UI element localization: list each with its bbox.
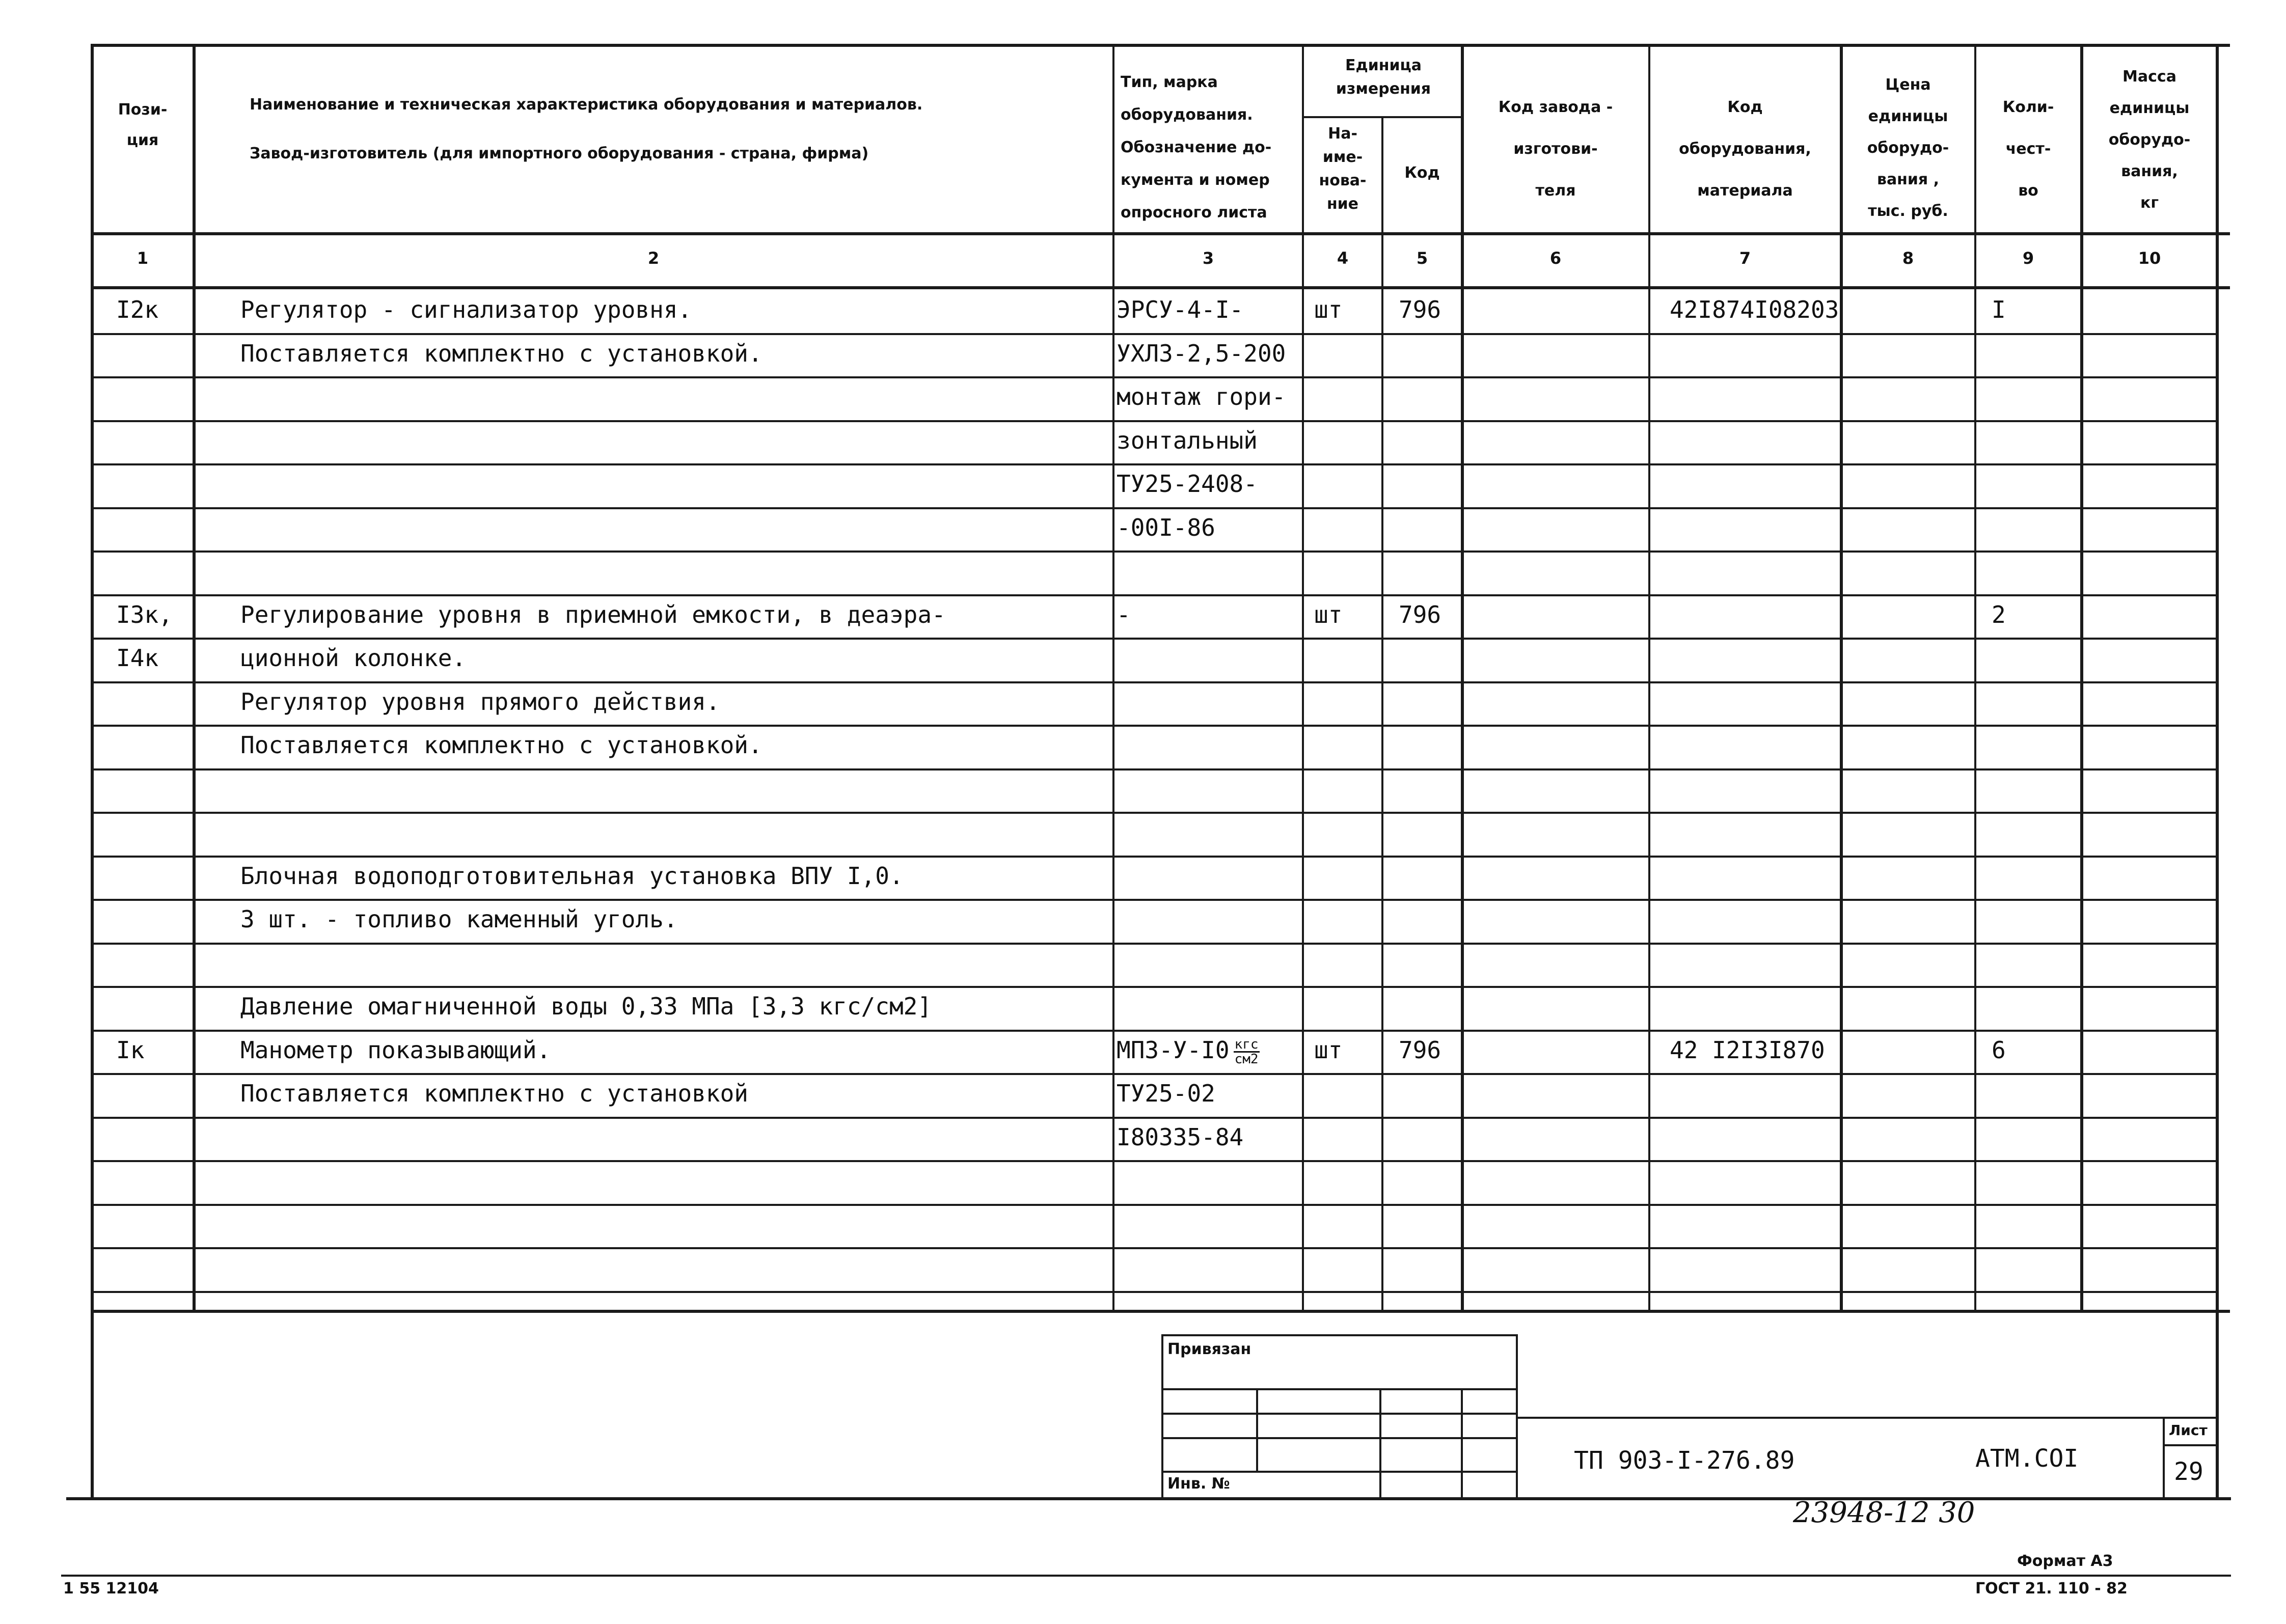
cell-name: Блочная водоподготовительная установка ВПУ I,0. <box>240 862 904 890</box>
cell-name: Регулирование уровня в приемной емкости, в деаэра- <box>240 601 946 628</box>
row-divider <box>91 550 2216 553</box>
document-code: АТМ.COI <box>1975 1444 2079 1473</box>
col-divider-1 <box>193 44 196 1312</box>
row-divider <box>91 420 2216 422</box>
header-unit-code: Код <box>1404 164 1440 182</box>
cell-type: зонтальный <box>1117 427 1258 454</box>
header-unit-group: Единица измерения <box>1336 57 1431 98</box>
gost-label: ГОСТ 21. 110 - 82 <box>1975 1580 2128 1598</box>
frame-right-border <box>2216 44 2219 1500</box>
row-divider <box>91 768 2216 770</box>
header-plant-code: Код завода - изготови- теля <box>1498 98 1613 200</box>
row-divider <box>91 1160 2216 1162</box>
col-divider-8 <box>1974 44 1976 1312</box>
stamp-inventory-label: Инв. № <box>1167 1475 1230 1493</box>
cell-quantity: I <box>1992 296 2006 323</box>
cell-type: ТУ25-2408- <box>1117 470 1258 498</box>
header-position: Пози- ция <box>118 101 168 149</box>
cell-type: ЭРСУ-4-I- <box>1117 296 1244 323</box>
row-divider <box>91 594 2216 596</box>
col-divider-2 <box>1112 44 1114 1312</box>
column-numbers-bottom-border <box>91 286 2230 289</box>
row-divider <box>91 333 2216 335</box>
column-number: 10 <box>2138 249 2161 268</box>
header-quantity: Коли- чест- во <box>2002 98 2054 200</box>
footer-rule <box>61 1575 2231 1577</box>
cell-type: монтаж гори- <box>1117 383 1286 410</box>
row-divider <box>91 463 2216 465</box>
column-number: 7 <box>1739 249 1751 268</box>
stamp-line <box>1161 1413 1518 1415</box>
column-number: 2 <box>647 249 660 268</box>
header-bottom-border <box>91 232 2230 235</box>
cell-unit-code: 796 <box>1399 296 1441 323</box>
cell-name: ционной колонке. <box>240 644 467 672</box>
row-divider <box>91 376 2216 378</box>
cell-unit: шт <box>1314 1036 1343 1064</box>
cell-unit: шт <box>1314 296 1343 323</box>
column-number: 4 <box>1337 249 1349 268</box>
type-value: МП3-У-I0 <box>1117 1036 1230 1064</box>
row-divider <box>91 986 2216 988</box>
cell-name: Поставляется комплектно с установкой. <box>240 731 763 759</box>
header-unit-name: На- име- нова- ние <box>1319 125 1367 213</box>
row-divider <box>91 1291 2216 1293</box>
col-divider-6 <box>1648 44 1650 1312</box>
document-designation: ТП 903-I-276.89 <box>1574 1446 1795 1475</box>
row-divider <box>91 1117 2216 1119</box>
handwritten-number: 23948-12 30 <box>1793 1496 1975 1529</box>
column-number: 8 <box>1902 249 1914 268</box>
col-divider-5 <box>1461 44 1464 1312</box>
stamp-divider <box>1161 1334 1163 1498</box>
cell-unit-code: 796 <box>1399 601 1441 628</box>
row-divider <box>91 1204 2216 1206</box>
col-divider-7 <box>1840 44 1843 1312</box>
col-divider-4 <box>1381 116 1383 1312</box>
cell-position: I2к <box>116 296 159 323</box>
row-divider <box>91 812 2216 814</box>
stamp-divider <box>1379 1388 1381 1498</box>
stamp-attached-label: Привязан <box>1167 1340 1251 1358</box>
fraction-denominator: см2 <box>1234 1052 1259 1067</box>
pressure-unit-fraction <box>1234 1038 1260 1066</box>
cell-quantity: 6 <box>1992 1036 2006 1064</box>
cell-unit-code: 796 <box>1399 1036 1441 1064</box>
row-divider <box>91 1073 2216 1075</box>
column-number: 3 <box>1202 249 1214 268</box>
header-equipment-code: Код оборудования, материала <box>1679 98 1811 200</box>
stamp-line <box>1518 1417 2216 1419</box>
cell-type <box>1117 1036 1260 1066</box>
sheet-label: Лист <box>2169 1422 2208 1439</box>
stamp-divider <box>1516 1334 1518 1498</box>
cell-position: I4к <box>116 644 159 672</box>
table-bottom-border <box>91 1310 2230 1313</box>
cell-name: Регулятор уровня прямого действия. <box>240 688 720 715</box>
cell-name: Манометр показывающий. <box>240 1036 551 1064</box>
header-price: Цена единицы оборудо- вания , тыс. руб. <box>1867 76 1949 220</box>
row-divider <box>91 725 2216 727</box>
fraction-numerator: кгс <box>1234 1037 1259 1052</box>
col-divider-3 <box>1302 44 1304 1312</box>
cell-name: Поставляется комплектно с установкой <box>240 1080 748 1107</box>
stamp-line <box>1161 1388 1518 1390</box>
unit-group-divider <box>1304 116 1463 118</box>
stamp-divider <box>1256 1388 1258 1471</box>
cell-name: Поставляется комплектно с установкой. <box>240 340 763 367</box>
sheet-box-divider <box>2163 1444 2216 1446</box>
cell-type: УХЛ3-2,5-200 <box>1117 340 1286 367</box>
cell-position: I3к, <box>116 601 173 628</box>
stamp-divider <box>1461 1388 1463 1498</box>
column-number: 9 <box>2022 249 2034 268</box>
cell-type: -00I-86 <box>1117 514 1215 541</box>
stamp-line <box>1161 1471 1518 1473</box>
cell-quantity: 2 <box>1992 601 2006 628</box>
table-top-border <box>91 44 2230 47</box>
cell-unit: шт <box>1314 601 1343 628</box>
cell-type: - <box>1117 601 1131 628</box>
column-number: 6 <box>1549 249 1562 268</box>
stamp-line <box>1161 1437 1518 1439</box>
format-label: Формат А3 <box>2017 1552 2113 1570</box>
row-divider <box>91 899 2216 901</box>
stamp-top-border <box>1161 1334 1518 1336</box>
col-divider-9 <box>2080 44 2083 1312</box>
column-number: 5 <box>1416 249 1428 268</box>
row-divider <box>91 1030 2216 1032</box>
archive-number: 1 55 12104 <box>63 1580 159 1598</box>
cell-name: Регулятор - сигнализатор уровня. <box>240 296 692 323</box>
header-name: Наименование и техническая характеристика оборудования и материалов. Завод-изготовитель (для импортного оборудования - страна, фирма) <box>250 96 923 162</box>
header-type: Тип, марка оборудования. Обозначение до- кумента и номер опросного листа <box>1121 73 1272 222</box>
row-divider <box>91 856 2216 858</box>
cell-equipment-code: 42 I2I3I870 <box>1670 1036 1825 1064</box>
row-divider <box>91 1247 2216 1249</box>
column-number: 1 <box>137 249 149 268</box>
cell-type: I80335-84 <box>1117 1123 1244 1151</box>
cell-position: Iк <box>116 1036 145 1064</box>
header-mass: Масса единицы оборудо- вания, кг <box>2108 68 2191 212</box>
cell-type: ТУ25-02 <box>1117 1080 1215 1107</box>
cell-name: Давление омагниченной воды 0,33 МПа [3,3 кгс/см2] <box>240 993 932 1020</box>
sheet-box-left <box>2163 1417 2165 1498</box>
cell-name: 3 шт. - топливо каменный уголь. <box>240 905 678 933</box>
sheet-number: 29 <box>2174 1457 2203 1486</box>
cell-equipment-code: 42I874I08203 <box>1670 296 1839 323</box>
row-divider <box>91 681 2216 683</box>
row-divider <box>91 943 2216 945</box>
row-divider <box>91 638 2216 640</box>
row-divider <box>91 507 2216 509</box>
